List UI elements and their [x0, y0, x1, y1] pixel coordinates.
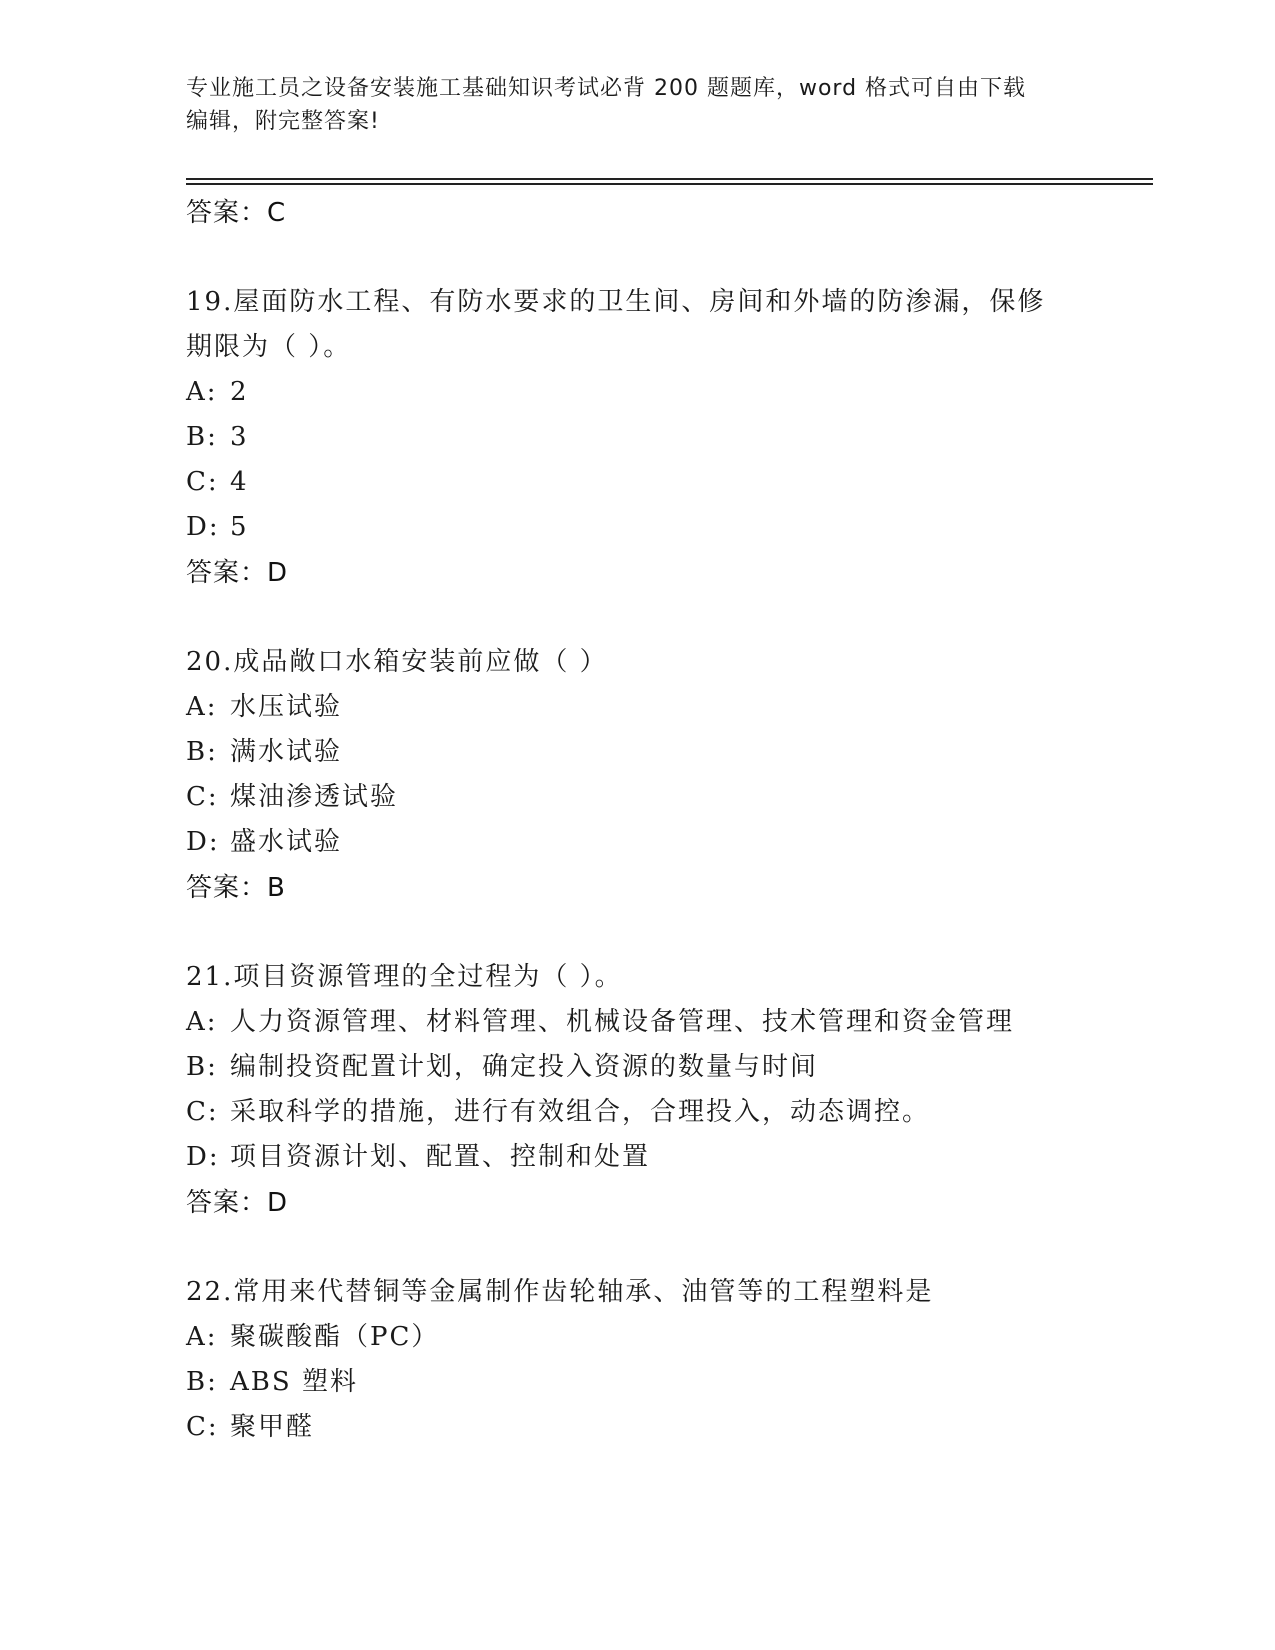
question-answer: 答案：D: [186, 1188, 289, 1218]
question-content: [186, 190, 1086, 1450]
page-header: [186, 72, 1066, 138]
option-text: 采取科学的措施，进行有效组合，合理投入，动态调控。: [230, 1097, 931, 1127]
option-a: [186, 370, 1086, 415]
option-a: [186, 1000, 1086, 1045]
question-22: [186, 1270, 1086, 1450]
option-text: 水压试验: [230, 692, 343, 722]
option-text: 人力资源管理、材料管理、机械设备管理、技术管理和资金管理: [230, 1007, 1015, 1037]
option-text: 满水试验: [230, 737, 343, 767]
option-a: [186, 1315, 1086, 1360]
option-letter: B:: [186, 1052, 218, 1082]
question-answer: 答案：D: [186, 558, 289, 588]
option-d: [186, 505, 1086, 550]
option-d: [186, 820, 1086, 865]
option-letter: C:: [186, 467, 219, 497]
option-b: [186, 1045, 1086, 1090]
header-line-2: 编辑，附完整答案!: [186, 109, 380, 134]
question-stem-line-1: 22.常用来代替铜等金属制作齿轮轴承、油管等的工程塑料是: [186, 1277, 934, 1307]
option-b: [186, 415, 1086, 460]
option-text: 4: [230, 467, 249, 497]
previous-answer: 答案：C: [186, 198, 287, 228]
option-letter: D:: [186, 512, 220, 542]
option-text: ABS 塑料: [230, 1367, 358, 1397]
option-letter: A:: [186, 1322, 218, 1352]
question-stem-line-1: 19.屋面防水工程、有防水要求的卫生间、房间和外墙的防渗漏，保修: [186, 287, 1046, 317]
question-stem-line-2: 期限为（ ）。: [186, 332, 352, 362]
question-19: [186, 280, 1086, 596]
header-rule-bottom: [186, 183, 1153, 185]
question-stem: [186, 280, 1086, 370]
option-text: 编制投资配置计划，确定投入资源的数量与时间: [230, 1052, 819, 1082]
option-b: [186, 1360, 1086, 1405]
option-letter: A:: [186, 1007, 218, 1037]
question-stem-line-1: 21.项目资源管理的全过程为（ ）。: [186, 962, 623, 992]
header-rule-top: [186, 178, 1153, 180]
option-d: [186, 1135, 1086, 1180]
option-text: 2: [230, 377, 249, 407]
option-letter: D:: [186, 827, 220, 857]
option-c: [186, 775, 1086, 820]
option-text: 聚碳酸酯（PC）: [230, 1322, 440, 1352]
question-stem: [186, 1270, 1086, 1315]
header-line-1: 专业施工员之设备安装施工基础知识考试必背 200 题题库，word 格式可自由下载: [186, 76, 1027, 101]
question-stem: [186, 955, 1086, 1000]
option-letter: B:: [186, 422, 218, 452]
option-c: [186, 1090, 1086, 1135]
option-text: 5: [230, 512, 249, 542]
question-stem: [186, 640, 1086, 685]
option-text: 项目资源计划、配置、控制和处置: [230, 1142, 651, 1172]
question-stem-line-1: 20.成品敞口水箱安装前应做（ ）: [186, 647, 608, 677]
option-a: [186, 685, 1086, 730]
question-20: [186, 640, 1086, 911]
option-text: 煤油渗透试验: [230, 782, 399, 812]
option-c: [186, 460, 1086, 505]
option-letter: C:: [186, 1412, 219, 1442]
option-letter: B:: [186, 737, 218, 767]
question-answer: 答案：B: [186, 873, 286, 903]
option-b: [186, 730, 1086, 775]
option-text: 盛水试验: [230, 827, 343, 857]
option-letter: C:: [186, 1097, 219, 1127]
option-letter: B:: [186, 1367, 218, 1397]
option-c: [186, 1405, 1086, 1450]
option-letter: D:: [186, 1142, 220, 1172]
option-letter: A:: [186, 692, 218, 722]
option-text: 聚甲醛: [230, 1412, 315, 1442]
option-text: 3: [230, 422, 249, 452]
option-letter: C:: [186, 782, 219, 812]
question-21: [186, 955, 1086, 1226]
option-letter: A:: [186, 377, 218, 407]
